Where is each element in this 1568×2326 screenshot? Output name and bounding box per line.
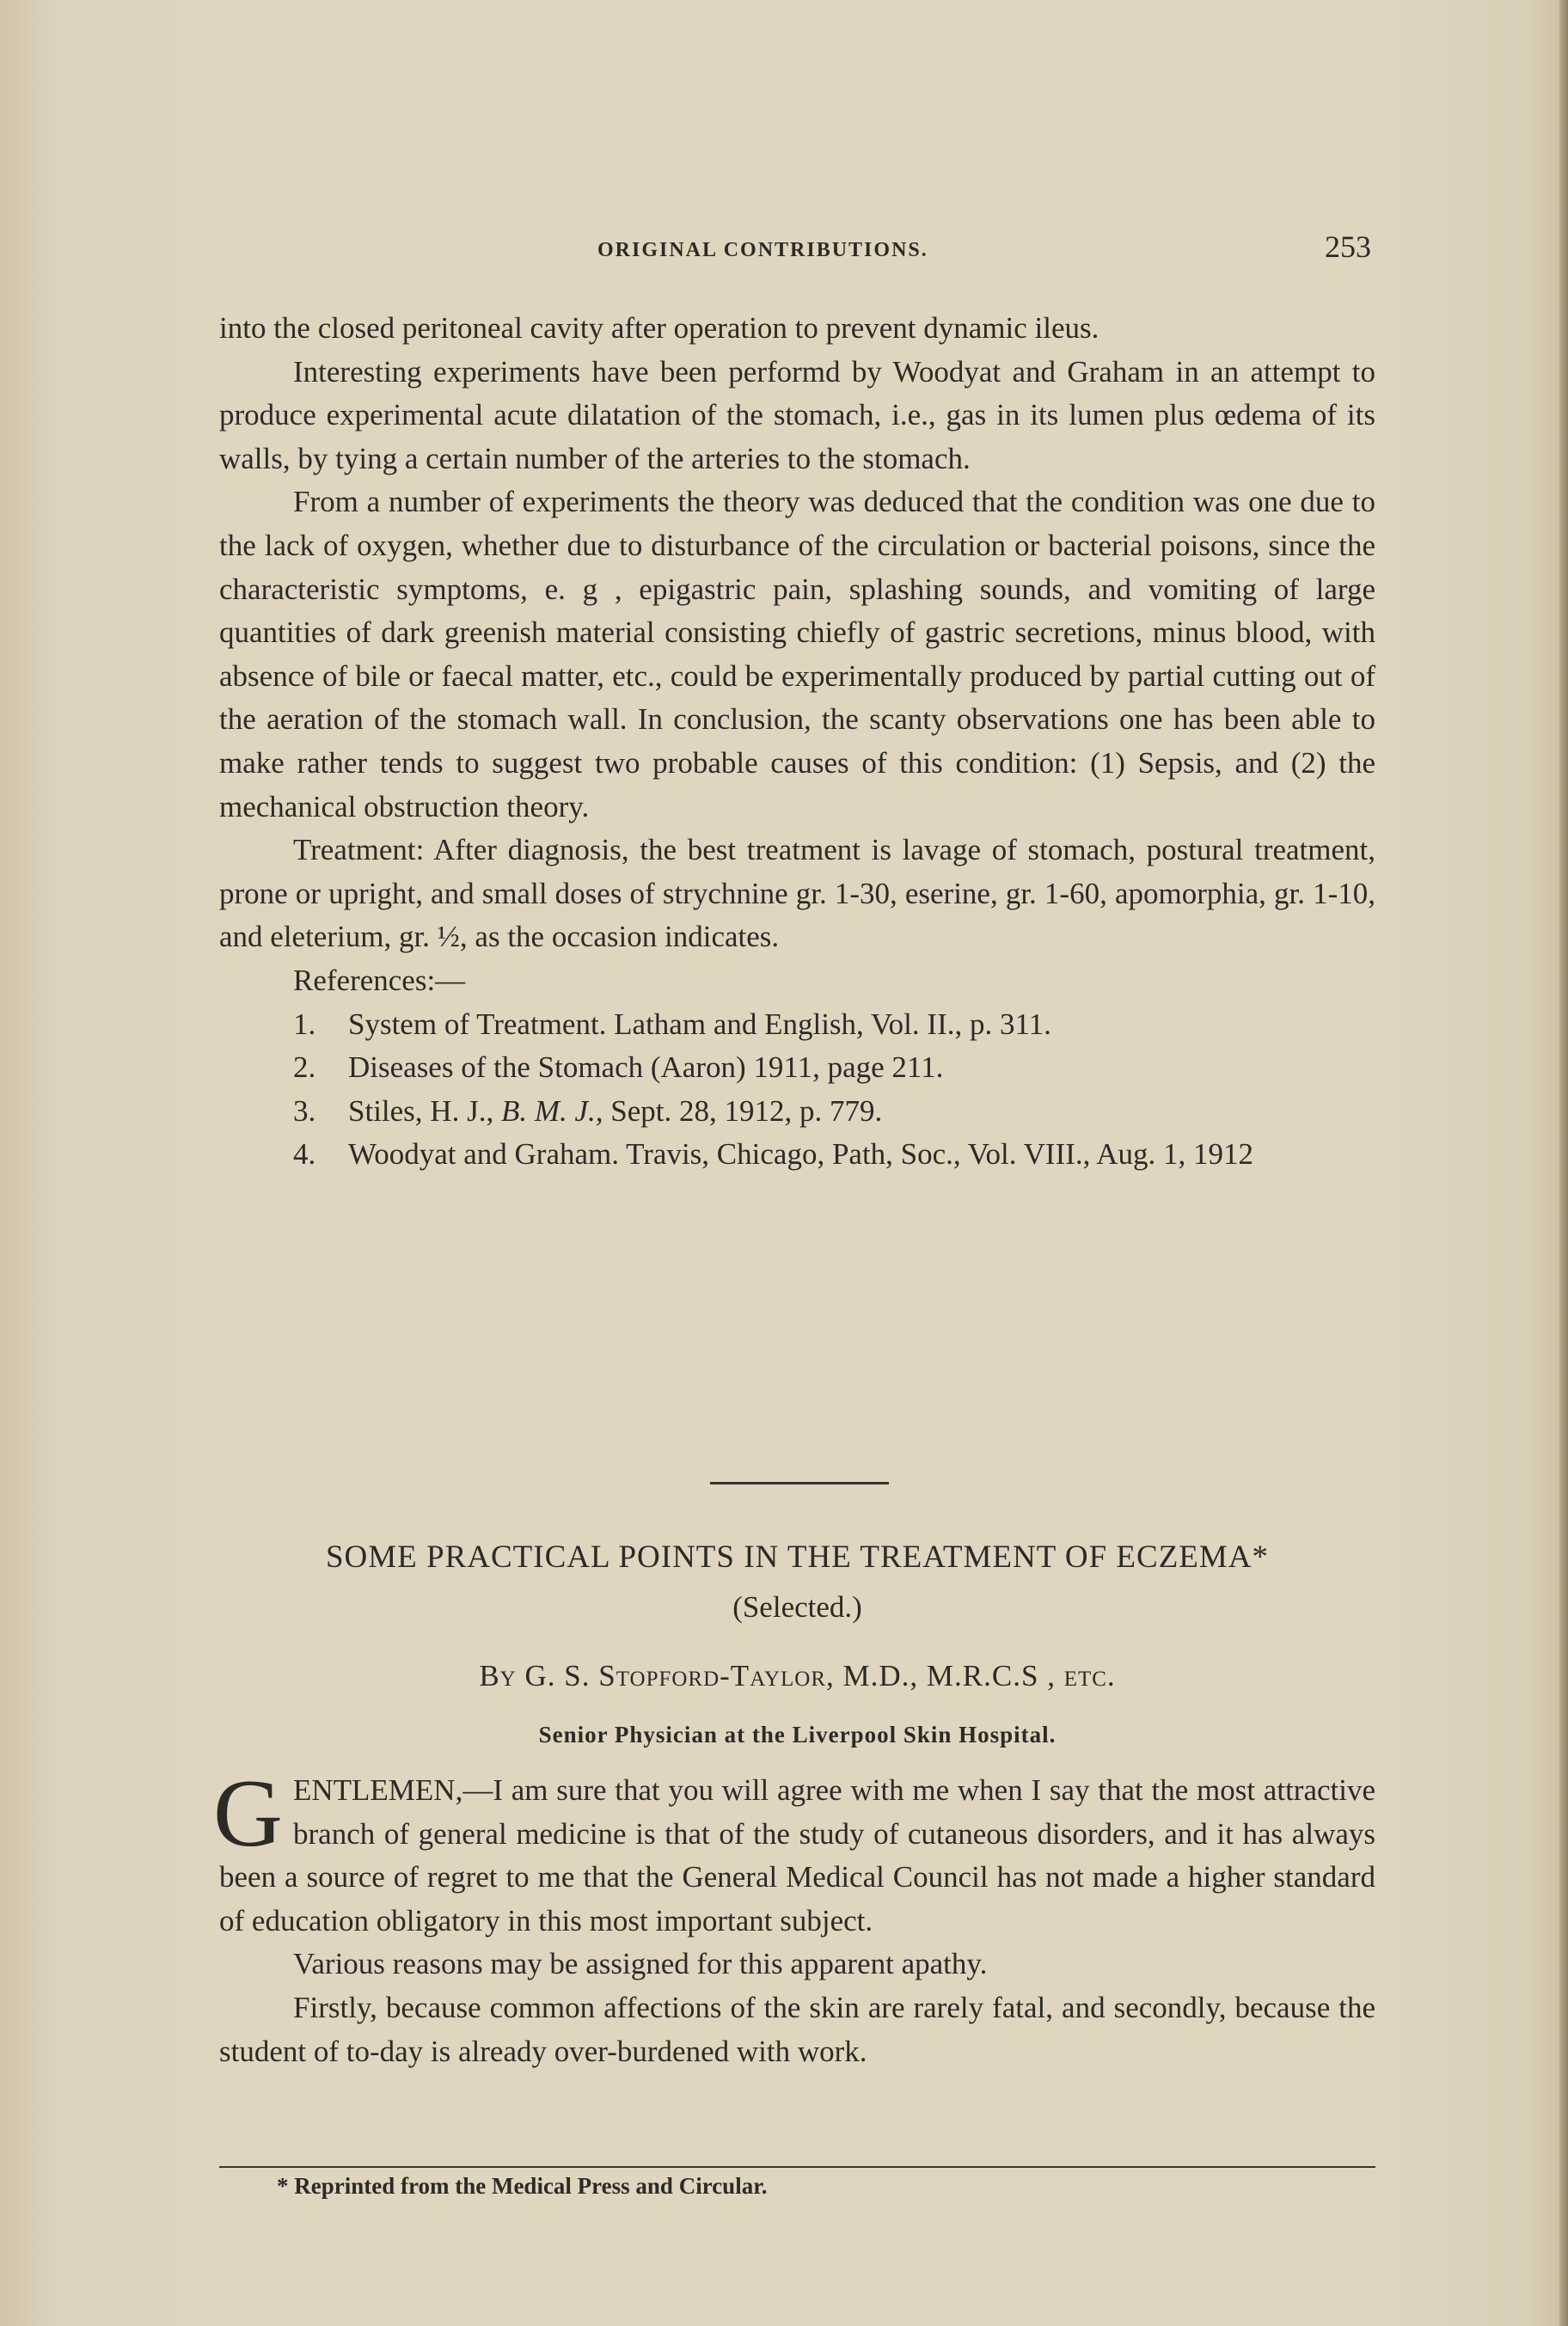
article-title: SOME PRACTICAL POINTS IN THE TREATMENT OF ECZEMA*: [325, 1539, 1270, 1575]
references-heading: References:—: [293, 963, 466, 997]
byline-etc: etc.: [1063, 1659, 1116, 1692]
paragraph: Firstly, because common affections of the skin are rarely fatal, and secondly, because the student of to-day is already over-burdened with work.: [219, 1990, 1375, 2068]
reference-item: 2. Diseases of the Stomach (Aaron) 1911, page 211.: [293, 1050, 944, 1085]
paragraph: Treatment: After diagnosis, the best treatment is lavage of stomach, postural treatment, prone or upright, and small doses of strychnine gr. 1-30, eserine, gr. 1-60, apomorphia, gr. 1-10, and eleterium, gr. ½, as the occasion indicates.: [219, 833, 1375, 954]
continuation-text: [219, 307, 1375, 1177]
paragraph: Various reasons may be assigned for this apparent apathy.: [293, 1947, 988, 1981]
footnote-rule: [219, 2166, 1375, 2168]
byline-by: By: [479, 1659, 517, 1692]
reference-item: 1. System of Treatment. Latham and English, Vol. II., p. 311.: [293, 1007, 1051, 1041]
page-number: 253: [1325, 230, 1371, 264]
running-head-title: ORIGINAL CONTRIBUTIONS.: [597, 239, 928, 261]
reference-item: 3. Stiles, H. J., B. M. J., Sept. 28, 1912, p. 779.: [293, 1093, 883, 1128]
paragraph: into the closed peritoneal cavity after operation to prevent dynamic ileus.: [219, 311, 1099, 345]
page-edge-shadow: [1559, 0, 1568, 2326]
paragraph: Interesting experiments have been performd by Woodyat and Graham in an attempt to produce experimental acute dilatation of the stomach, i.e., gas in its lumen plus œdema of its walls, by tying a certain number of the arteries to the stomach.: [219, 354, 1375, 475]
reference-item: 4. Woodyat and Graham. Travis, Chicago, Path, Soc., Vol. VIII., Aug. 1, 1912: [293, 1137, 1253, 1172]
reference-list: [219, 1003, 1375, 1177]
author-name: G. S. Stopford-Taylor,: [524, 1659, 835, 1692]
journal-name: B. M. J.,: [500, 1093, 603, 1128]
running-head: [219, 225, 1371, 277]
byline: [219, 1659, 1375, 1693]
paragraph: From a number of experiments the theory was deduced that the condition was one due to the lack of oxygen, whether due to disturbance of the circulation or bacterial poisons, since the characteristic symptoms, e. g , epigastric pain, splashing sounds, and vomiting of large quantities of dark greenish material consisting chiefly of gastric secretions, minus blood, with absence of bile or faecal matter, etc., could be experimentally produced by partial cutting out of the aeration of the stomach wall. In conclusion, the scanty observations one has been able to make rather tends to suggest two probable causes of this condition: (1) Sepsis, and (2) the mechanical obstruction theory.: [219, 485, 1375, 823]
section-divider: [710, 1482, 889, 1484]
drop-cap: G: [213, 1760, 283, 1867]
article-subtitle: (Selected.): [732, 1590, 862, 1624]
paragraph: ENTLEMEN,—I am sure that you will agree with me when I say that the most attractive branch of general medicine is that of the study of cutaneous disorders, and it has always been a source of regret to me that the General Medical Council has not made a higher standard of education obligatory in this most important subject.: [219, 1773, 1375, 1937]
footnote: * Reprinted from the Medical Press and Circular.: [277, 2173, 768, 2199]
author-degrees: M.D., M.R.C.S ,: [842, 1659, 1056, 1692]
author-affiliation: Senior Physician at the Liverpool Skin Hospital.: [538, 1722, 1057, 1748]
article-body: [219, 1769, 1375, 2073]
